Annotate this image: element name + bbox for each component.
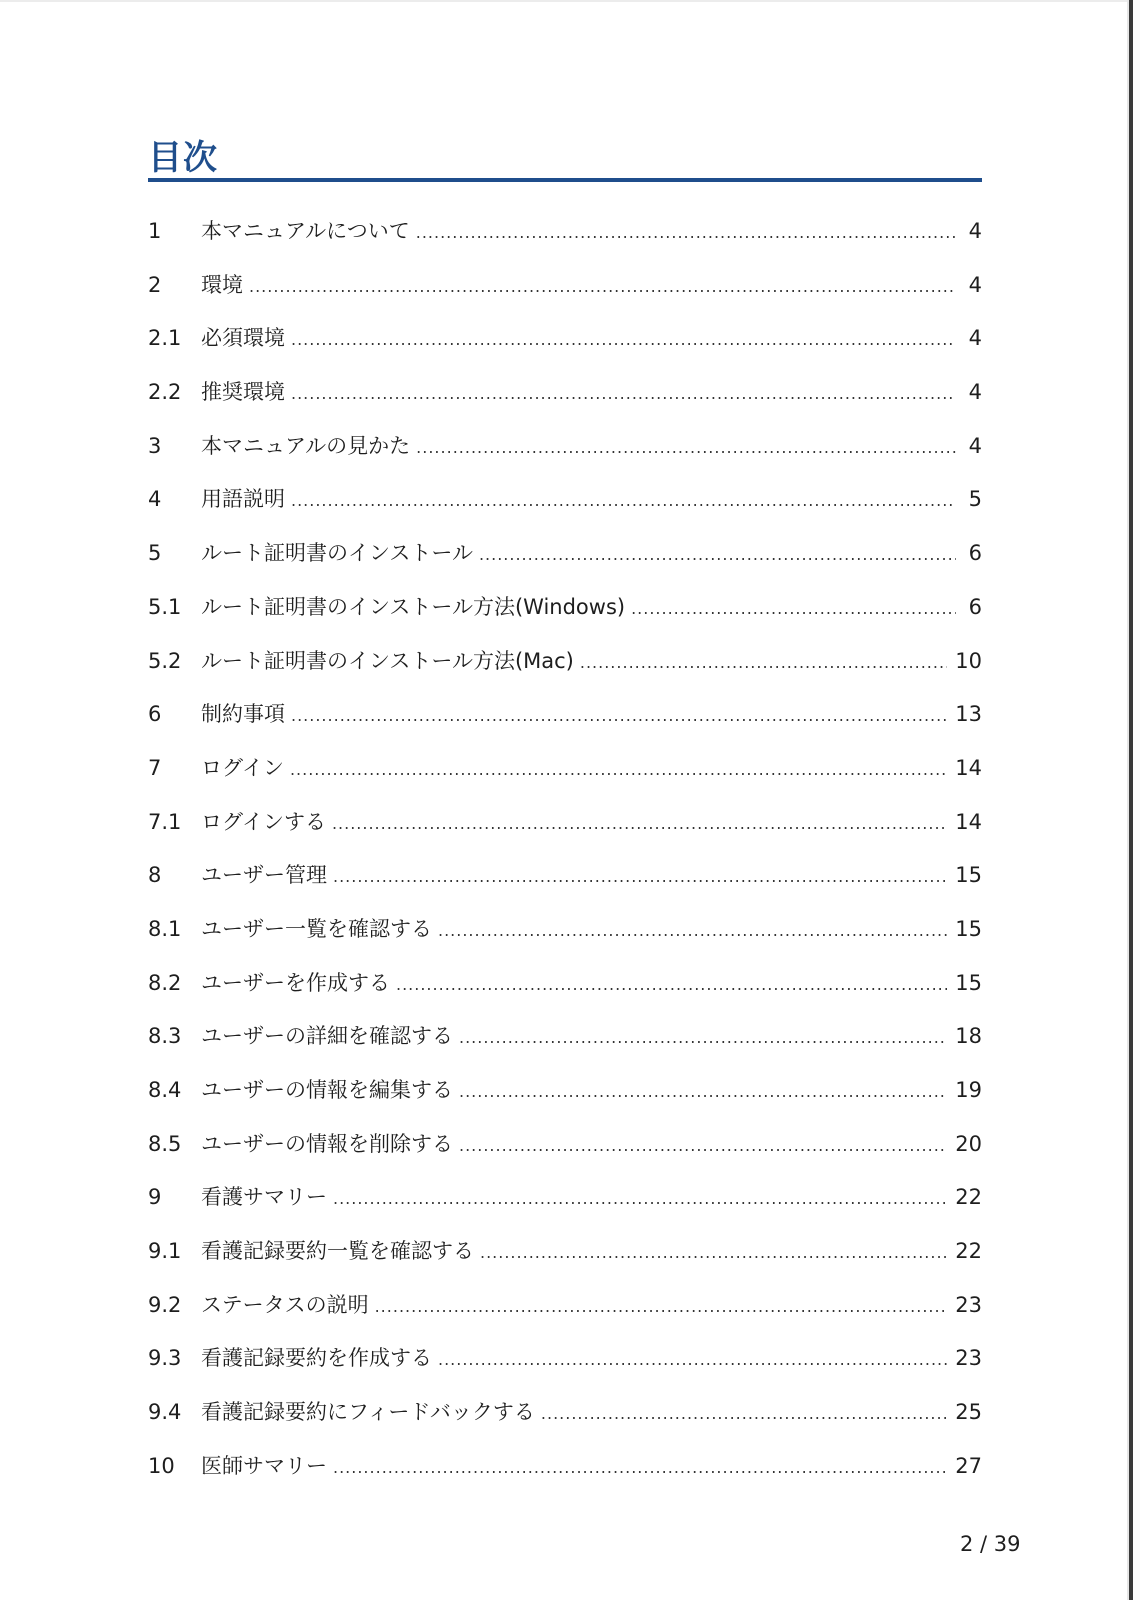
toc-entry[interactable] xyxy=(148,957,982,1011)
dot-leader xyxy=(291,313,956,367)
toc-entry-title[interactable]: 看護記録要約を作成する xyxy=(201,1346,432,1371)
toc-entry-title[interactable]: 推奨環境 xyxy=(201,380,285,405)
toc-entry-page[interactable]: 6 xyxy=(968,541,982,566)
toc-entry-title[interactable]: 制約事項 xyxy=(201,702,285,727)
dot-leader xyxy=(416,421,956,475)
toc-entry-title[interactable]: ユーザーの情報を編集する xyxy=(201,1078,453,1102)
toc-entry-page[interactable]: 23 xyxy=(955,1346,982,1371)
toc-entry-page[interactable]: 13 xyxy=(955,702,982,727)
page-indicator: 2 / 39 xyxy=(960,1532,1021,1556)
toc-heading: 目次 xyxy=(148,138,218,178)
toc-entry[interactable] xyxy=(148,312,982,366)
table-of-contents xyxy=(148,205,982,1494)
toc-entry[interactable] xyxy=(148,259,982,313)
toc-entry-number: 9.3 xyxy=(148,1346,182,1371)
toc-entry-page[interactable]: 4 xyxy=(968,219,982,243)
dot-leader xyxy=(479,528,956,582)
dot-leader xyxy=(332,797,947,851)
toc-entry-page[interactable]: 14 xyxy=(955,809,982,834)
page-top-edge xyxy=(0,0,1133,2)
dot-leader xyxy=(416,206,956,260)
toc-entry-number: 8.2 xyxy=(148,970,182,995)
toc-entry[interactable] xyxy=(148,1332,982,1386)
toc-entry-number: 8.5 xyxy=(148,1131,182,1156)
dot-leader xyxy=(438,904,947,958)
toc-entry[interactable] xyxy=(148,1279,982,1333)
toc-entry-number: 4 xyxy=(148,487,162,512)
dot-leader xyxy=(459,1065,947,1119)
toc-entry-title[interactable]: 看護記録要約にフィードバックする xyxy=(201,1400,535,1425)
toc-entry-title[interactable]: 環境 xyxy=(201,272,243,297)
toc-entry-page[interactable]: 23 xyxy=(955,1292,982,1317)
toc-entry[interactable] xyxy=(148,796,982,850)
toc-entry-title[interactable]: ユーザーを作成する xyxy=(201,970,390,995)
dot-leader xyxy=(249,260,956,314)
toc-entry-page[interactable]: 27 xyxy=(955,1453,982,1478)
toc-entry[interactable] xyxy=(148,205,982,259)
toc-entry-number: 8.4 xyxy=(148,1078,182,1102)
toc-entry[interactable] xyxy=(148,581,982,635)
toc-entry-page[interactable]: 15 xyxy=(955,970,982,995)
dot-leader xyxy=(459,1011,947,1065)
toc-entry[interactable] xyxy=(148,1118,982,1172)
toc-entry-title[interactable]: 看護記録要約一覧を確認する xyxy=(201,1239,474,1264)
toc-entry-number: 3 xyxy=(148,433,162,458)
toc-entry-page[interactable]: 5 xyxy=(968,487,982,512)
dot-leader xyxy=(291,689,947,743)
toc-entry-page[interactable]: 4 xyxy=(968,380,982,405)
toc-entry[interactable] xyxy=(148,1225,982,1279)
viewer-scrollbar-edge xyxy=(1129,0,1133,1600)
toc-entry-page[interactable]: 10 xyxy=(955,648,982,673)
toc-entry-title[interactable]: 本マニュアルについて xyxy=(201,219,410,243)
toc-entry-number: 5.2 xyxy=(148,648,182,673)
toc-entry-title[interactable]: ルート証明書のインストール xyxy=(201,541,473,566)
dot-leader xyxy=(291,367,956,421)
dot-leader xyxy=(291,474,956,528)
toc-entry[interactable] xyxy=(148,1010,982,1064)
toc-entry-number: 9.1 xyxy=(148,1239,182,1264)
dot-leader xyxy=(580,636,947,690)
toc-entry-page[interactable]: 22 xyxy=(955,1185,982,1210)
toc-entry-page[interactable]: 6 xyxy=(968,594,982,619)
toc-entry-page[interactable]: 4 xyxy=(968,272,982,297)
toc-entry-number: 8.1 xyxy=(148,916,182,941)
dot-leader xyxy=(333,1441,947,1495)
toc-entry-title[interactable]: ステータスの説明 xyxy=(201,1292,369,1317)
toc-entry-page[interactable]: 19 xyxy=(955,1078,982,1102)
toc-entry[interactable] xyxy=(148,420,982,474)
toc-entry-title[interactable]: 必須環境 xyxy=(201,326,285,351)
toc-entry[interactable] xyxy=(148,366,982,420)
dot-leader xyxy=(396,958,947,1012)
toc-entry[interactable] xyxy=(148,903,982,957)
dot-leader xyxy=(333,1172,947,1226)
toc-entry-title[interactable]: 看護サマリー xyxy=(201,1185,327,1210)
toc-entry-page[interactable]: 4 xyxy=(968,433,982,458)
toc-entry[interactable] xyxy=(148,849,982,903)
toc-entry-number: 9.4 xyxy=(148,1400,182,1425)
toc-entry[interactable] xyxy=(148,473,982,527)
toc-entry-title[interactable]: ユーザー管理 xyxy=(201,863,327,888)
toc-entry[interactable] xyxy=(148,1386,982,1440)
toc-entry-number: 7 xyxy=(148,755,162,780)
toc-entry[interactable] xyxy=(148,688,982,742)
toc-entry[interactable] xyxy=(148,742,982,796)
toc-entry-page[interactable]: 15 xyxy=(955,863,982,888)
toc-entry-title[interactable]: 医師サマリー xyxy=(201,1453,327,1478)
toc-entry-number: 6 xyxy=(148,702,162,727)
toc-entry-number: 2 xyxy=(148,272,162,297)
dot-leader xyxy=(375,1280,948,1334)
toc-entry-number: 9.2 xyxy=(148,1292,182,1317)
toc-entry-title[interactable]: ルート証明書のインストール方法(Windows) xyxy=(201,594,626,619)
dot-leader xyxy=(290,743,947,797)
toc-entry-page[interactable]: 4 xyxy=(968,326,982,351)
toc-entry-number: 2.2 xyxy=(148,380,182,405)
toc-entry-title[interactable]: ユーザーの詳細を確認する xyxy=(201,1024,453,1049)
toc-entry-title[interactable]: ログイン xyxy=(201,755,284,780)
toc-entry-number: 1 xyxy=(148,219,162,243)
toc-entry-number: 7.1 xyxy=(148,809,182,834)
toc-entry-number: 8 xyxy=(148,863,162,888)
toc-entry[interactable] xyxy=(148,635,982,689)
toc-entry-number: 2.1 xyxy=(148,326,182,351)
toc-entry-number: 9 xyxy=(148,1185,162,1210)
dot-leader xyxy=(459,1119,947,1173)
toc-entry-page[interactable]: 15 xyxy=(955,916,982,941)
toc-entry-title[interactable]: 用語説明 xyxy=(201,487,285,512)
heading-underline xyxy=(148,178,982,182)
dot-leader xyxy=(541,1387,947,1441)
toc-entry[interactable] xyxy=(148,1171,982,1225)
toc-entry-page[interactable]: 22 xyxy=(955,1239,982,1264)
toc-entry-title[interactable]: ユーザーの情報を削除する xyxy=(201,1131,453,1156)
toc-entry[interactable] xyxy=(148,527,982,581)
toc-entry[interactable] xyxy=(148,1064,982,1118)
toc-entry-number: 8.3 xyxy=(148,1024,182,1049)
toc-entry-page[interactable]: 14 xyxy=(955,755,982,780)
toc-entry[interactable] xyxy=(148,1440,982,1494)
toc-entry-number: 10 xyxy=(148,1453,175,1478)
dot-leader xyxy=(480,1226,947,1280)
toc-entry-page[interactable]: 25 xyxy=(955,1400,982,1425)
toc-entry-number: 5.1 xyxy=(148,594,182,619)
toc-entry-page[interactable]: 18 xyxy=(955,1024,982,1049)
toc-entry-title[interactable]: ルート証明書のインストール方法(Mac) xyxy=(201,648,574,673)
toc-entry-title[interactable]: ユーザー一覧を確認する xyxy=(201,916,432,941)
toc-entry-title[interactable]: 本マニュアルの見かた xyxy=(201,433,411,458)
dot-leader xyxy=(438,1333,947,1387)
toc-entry-page[interactable]: 20 xyxy=(955,1131,982,1156)
toc-entry-number: 5 xyxy=(148,541,162,566)
toc-entry-title[interactable]: ログインする xyxy=(201,809,326,834)
dot-leader xyxy=(631,582,956,636)
dot-leader xyxy=(333,850,947,904)
